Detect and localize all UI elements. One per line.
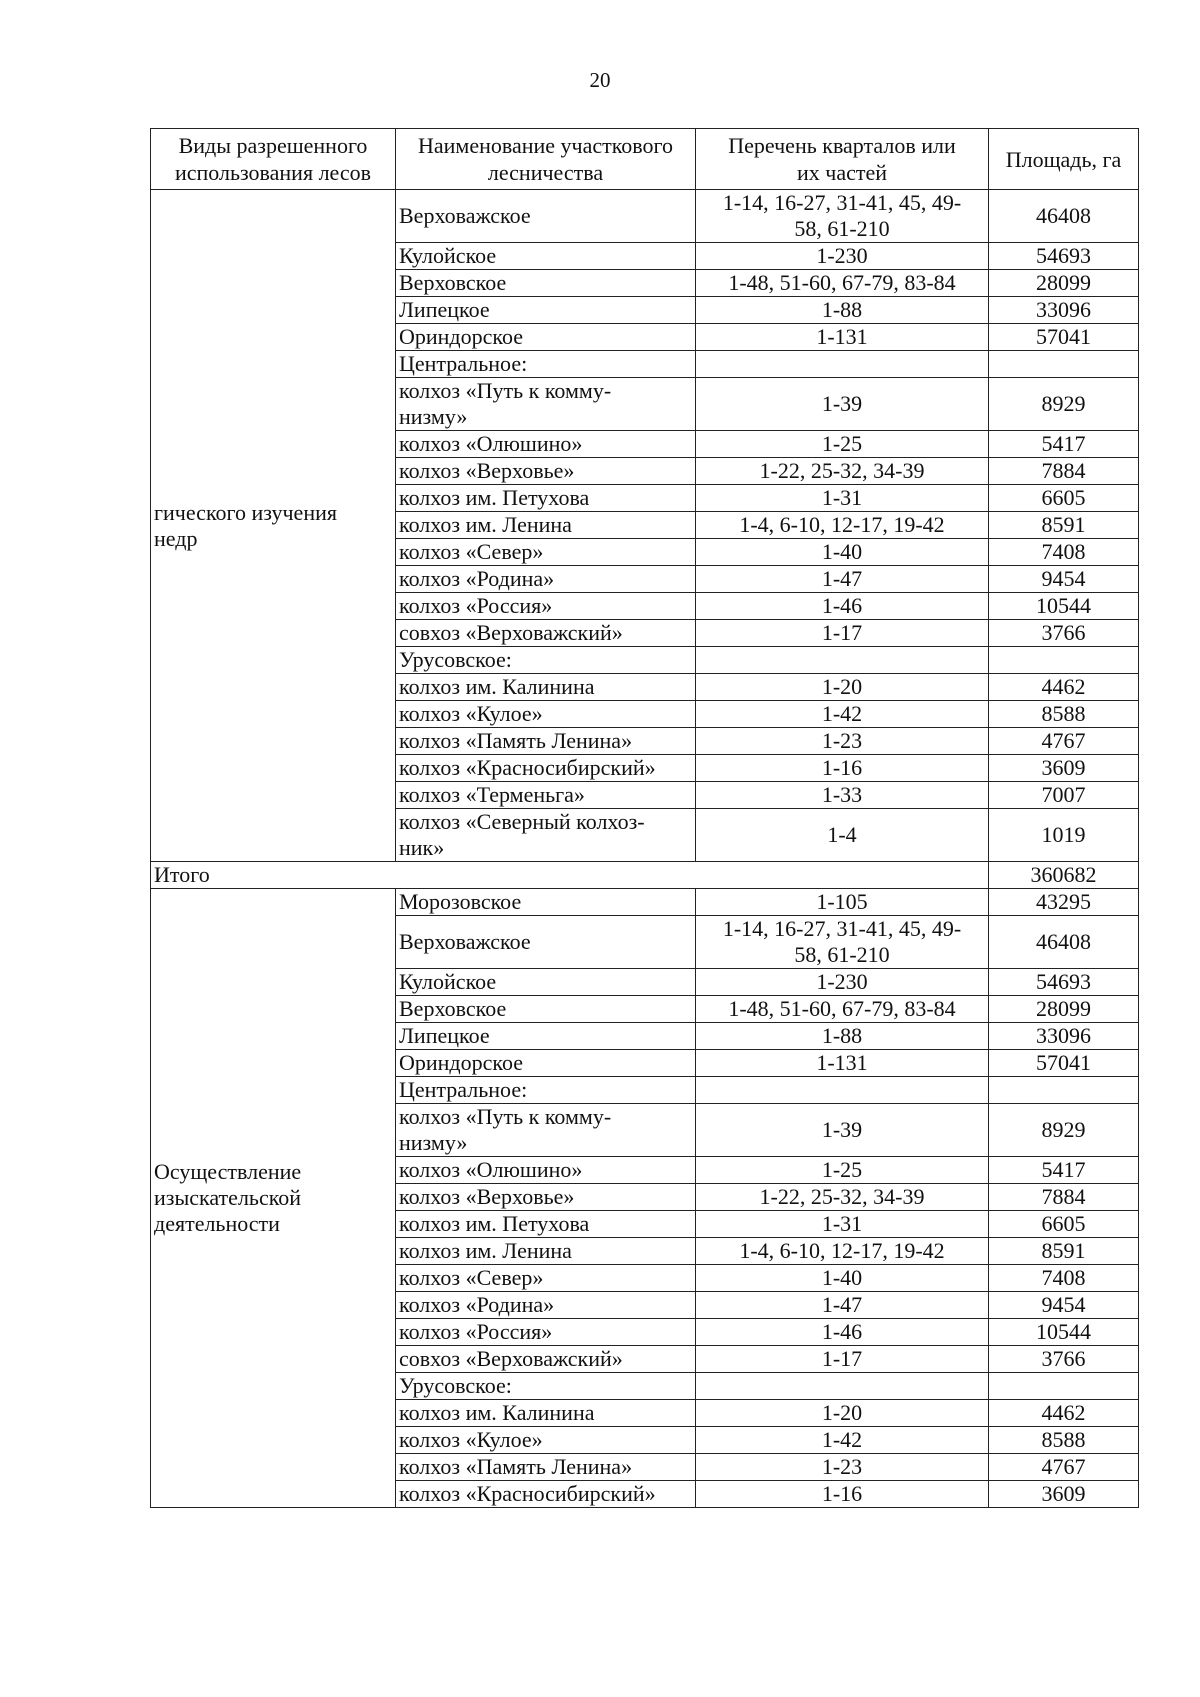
forestry-name-cell: Морозовское [396,889,696,916]
quarters-cell: 1-40 [696,539,989,566]
forestry-name-cell: колхоз «Родина» [396,566,696,593]
quarters-cell: 1-25 [696,431,989,458]
quarters-cell: 1-16 [696,1481,989,1508]
area-cell: 8591 [989,1238,1139,1265]
forestry-name-cell: колхоз «Путь к комму- низму» [396,1104,696,1157]
area-cell [989,1373,1139,1400]
quarters-cell: 1-48, 51-60, 67-79, 83-84 [696,270,989,297]
header-area: Площадь, га [989,129,1139,190]
forestry-name-cell: колхоз «Олюшино» [396,1157,696,1184]
quarters-cell: 1-31 [696,1211,989,1238]
quarters-cell: 1-230 [696,243,989,270]
area-cell: 8929 [989,1104,1139,1157]
forestry-name-cell: колхоз «Путь к комму- низму» [396,378,696,431]
forestry-name-cell: колхоз «Север» [396,1265,696,1292]
quarters-cell: 1-23 [696,728,989,755]
header-quarters: Перечень кварталов или их частей [696,129,989,190]
forestry-name-cell: колхоз им. Калинина [396,674,696,701]
area-cell: 33096 [989,297,1139,324]
quarters-cell: 1-42 [696,701,989,728]
area-cell: 54693 [989,969,1139,996]
forestry-name-cell: колхоз «Верховье» [396,458,696,485]
area-cell: 4767 [989,1454,1139,1481]
forestry-name-cell: Липецкое [396,297,696,324]
area-cell: 28099 [989,270,1139,297]
area-cell: 3609 [989,1481,1139,1508]
area-cell: 7884 [989,1184,1139,1211]
quarters-cell: 1-47 [696,566,989,593]
area-cell: 10544 [989,1319,1139,1346]
area-cell: 43295 [989,889,1139,916]
table-row [151,190,1139,243]
forestry-name-cell: Верховажское [396,190,696,243]
total-area: 360682 [989,862,1139,889]
forestry-name-cell: Центральное: [396,351,696,378]
quarters-cell: 1-88 [696,1023,989,1050]
forestry-name-cell: колхоз «Терменьга» [396,782,696,809]
quarters-cell [696,351,989,378]
quarters-cell: 1-33 [696,782,989,809]
quarters-cell [696,647,989,674]
area-cell: 7007 [989,782,1139,809]
area-cell: 1019 [989,809,1139,862]
quarters-cell: 1-230 [696,969,989,996]
forestry-name-cell: колхоз «Красносибирский» [396,755,696,782]
quarters-cell: 1-14, 16-27, 31-41, 45, 49- 58, 61-210 [696,916,989,969]
area-cell: 57041 [989,1050,1139,1077]
quarters-cell: 1-14, 16-27, 31-41, 45, 49- 58, 61-210 [696,190,989,243]
forestry-name-cell: Кулойское [396,969,696,996]
area-cell: 3766 [989,1346,1139,1373]
area-cell: 8588 [989,701,1139,728]
area-cell: 7884 [989,458,1139,485]
quarters-cell [696,1077,989,1104]
forestry-name-cell: Ориндорское [396,1050,696,1077]
quarters-cell: 1-17 [696,1346,989,1373]
area-cell: 8591 [989,512,1139,539]
area-cell: 5417 [989,1157,1139,1184]
forestry-name-cell: колхоз «Россия» [396,593,696,620]
quarters-cell: 1-25 [696,1157,989,1184]
area-cell [989,351,1139,378]
quarters-cell: 1-4, 6-10, 12-17, 19-42 [696,1238,989,1265]
quarters-cell: 1-16 [696,755,989,782]
area-cell [989,647,1139,674]
quarters-cell: 1-20 [696,1400,989,1427]
table-header-row [151,129,1139,190]
area-cell [989,1077,1139,1104]
quarters-cell: 1-4 [696,809,989,862]
quarters-cell: 1-88 [696,297,989,324]
header-usage: Виды разрешенного использования лесов [151,129,396,190]
header-forestry: Наименование участкового лесничества [396,129,696,190]
forest-usage-table [150,128,1139,1508]
area-cell: 9454 [989,1292,1139,1319]
area-cell: 10544 [989,593,1139,620]
area-cell: 33096 [989,1023,1139,1050]
forestry-name-cell: колхоз им. Петухова [396,1211,696,1238]
quarters-cell: 1-131 [696,324,989,351]
forestry-name-cell: Кулойское [396,243,696,270]
forestry-name-cell: колхоз им. Ленина [396,512,696,539]
area-cell: 5417 [989,431,1139,458]
area-cell: 4462 [989,1400,1139,1427]
quarters-cell: 1-42 [696,1427,989,1454]
quarters-cell: 1-46 [696,593,989,620]
area-cell: 4767 [989,728,1139,755]
area-cell: 4462 [989,674,1139,701]
area-cell: 3609 [989,755,1139,782]
quarters-cell: 1-48, 51-60, 67-79, 83-84 [696,996,989,1023]
area-cell: 8929 [989,378,1139,431]
forestry-name-cell: колхоз «Родина» [396,1292,696,1319]
area-cell: 6605 [989,1211,1139,1238]
quarters-cell: 1-17 [696,620,989,647]
forestry-name-cell: Липецкое [396,1023,696,1050]
quarters-cell: 1-39 [696,1104,989,1157]
forestry-name-cell: колхоз «Север» [396,539,696,566]
area-cell: 46408 [989,916,1139,969]
quarters-cell: 1-31 [696,485,989,512]
forestry-name-cell: колхоз «Северный колхоз- ник» [396,809,696,862]
forestry-name-cell: совхоз «Верховажский» [396,1346,696,1373]
forestry-name-cell: колхоз им. Калинина [396,1400,696,1427]
usage-type-cell: гического изучения недр [151,190,396,862]
area-cell: 8588 [989,1427,1139,1454]
area-cell: 9454 [989,566,1139,593]
quarters-cell: 1-47 [696,1292,989,1319]
forestry-name-cell: совхоз «Верховажский» [396,620,696,647]
area-cell: 28099 [989,996,1139,1023]
quarters-cell: 1-105 [696,889,989,916]
quarters-cell: 1-131 [696,1050,989,1077]
quarters-cell [696,1373,989,1400]
area-cell: 7408 [989,539,1139,566]
area-cell: 57041 [989,324,1139,351]
forestry-name-cell: колхоз «Память Ленина» [396,728,696,755]
quarters-cell: 1-23 [696,1454,989,1481]
forestry-name-cell: колхоз «Кулое» [396,701,696,728]
page-number: 20 [589,68,611,92]
forestry-name-cell: колхоз «Красносибирский» [396,1481,696,1508]
table-row [151,889,1139,916]
quarters-cell: 1-20 [696,674,989,701]
forestry-name-cell: Урусовское: [396,1373,696,1400]
forestry-name-cell: колхоз «Верховье» [396,1184,696,1211]
area-cell: 7408 [989,1265,1139,1292]
forestry-name-cell: колхоз «Кулое» [396,1427,696,1454]
quarters-cell: 1-4, 6-10, 12-17, 19-42 [696,512,989,539]
forestry-name-cell: Центральное: [396,1077,696,1104]
area-cell: 46408 [989,190,1139,243]
quarters-cell: 1-40 [696,1265,989,1292]
forestry-name-cell: колхоз им. Ленина [396,1238,696,1265]
area-cell: 3766 [989,620,1139,647]
usage-type-cell: Осуществление изыскательской деятельности [151,889,396,1508]
forestry-name-cell: Верховское [396,996,696,1023]
forestry-name-cell: Верховское [396,270,696,297]
quarters-cell: 1-22, 25-32, 34-39 [696,458,989,485]
forestry-name-cell: Ориндорское [396,324,696,351]
forestry-name-cell: колхоз «Память Ленина» [396,1454,696,1481]
total-row [151,862,1139,889]
total-label: Итого [151,862,989,889]
area-cell: 6605 [989,485,1139,512]
quarters-cell: 1-39 [696,378,989,431]
forestry-name-cell: Верховажское [396,916,696,969]
forestry-name-cell: колхоз им. Петухова [396,485,696,512]
forestry-name-cell: колхоз «Россия» [396,1319,696,1346]
forestry-name-cell: Урусовское: [396,647,696,674]
forestry-name-cell: колхоз «Олюшино» [396,431,696,458]
area-cell: 54693 [989,243,1139,270]
quarters-cell: 1-46 [696,1319,989,1346]
quarters-cell: 1-22, 25-32, 34-39 [696,1184,989,1211]
